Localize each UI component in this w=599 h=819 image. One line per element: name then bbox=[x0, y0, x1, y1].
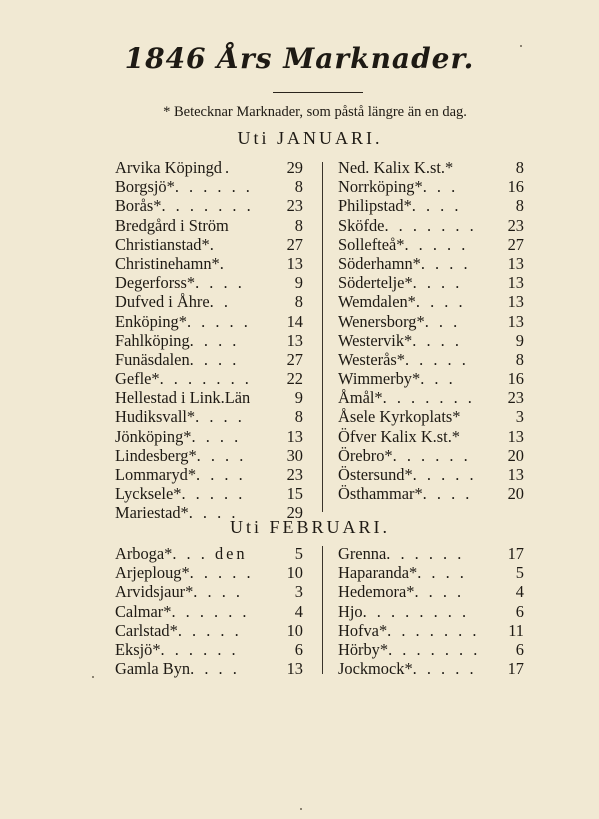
market-name: Sollefteå* bbox=[338, 234, 405, 254]
market-day: 27 bbox=[507, 234, 524, 254]
market-name: Funäsdalen bbox=[115, 349, 190, 369]
leader-dots: . . . . . bbox=[189, 563, 254, 583]
market-entry bbox=[115, 216, 303, 235]
market-name: Carlstad* bbox=[115, 620, 178, 640]
market-entry bbox=[115, 582, 303, 601]
market-entry bbox=[115, 621, 303, 640]
market-day: 6 bbox=[515, 601, 524, 621]
leader-dots: . . . . . . bbox=[160, 639, 239, 659]
market-entry bbox=[115, 602, 303, 621]
market-day: 23 bbox=[507, 388, 524, 408]
market-entry bbox=[115, 407, 303, 426]
market-entry bbox=[338, 312, 524, 331]
market-day: 29 bbox=[286, 158, 303, 177]
leader-dots: . . . . . . bbox=[171, 601, 250, 621]
market-entry bbox=[338, 350, 524, 369]
market-name: Grenna bbox=[338, 544, 387, 563]
market-day: 6 bbox=[294, 639, 303, 659]
market-day: 27 bbox=[286, 234, 303, 254]
leader-dots: . . . . bbox=[189, 349, 240, 369]
market-name: Westervik* bbox=[338, 330, 413, 350]
february-left-column bbox=[115, 544, 303, 678]
market-name: Arboga* bbox=[115, 544, 173, 563]
leader-dots: . . . . . bbox=[404, 349, 469, 369]
market-entry bbox=[115, 563, 303, 582]
paper-speck bbox=[300, 808, 302, 810]
market-day: 16 bbox=[507, 177, 524, 197]
market-name: Fahlköping bbox=[115, 330, 190, 350]
market-day: 20 bbox=[507, 445, 524, 465]
market-day: 8 bbox=[294, 177, 303, 197]
market-name: Lycksele* bbox=[115, 484, 182, 504]
market-name: Örebro* bbox=[338, 445, 393, 465]
market-day: 3 bbox=[515, 407, 524, 427]
market-day: 13 bbox=[507, 465, 524, 484]
market-name: Jockmock* bbox=[338, 659, 413, 679]
market-name: Christianstad* bbox=[115, 234, 210, 254]
market-day: 22 bbox=[286, 369, 303, 389]
leader-dots: . . . . . . . bbox=[384, 215, 477, 235]
market-day: 13 bbox=[507, 253, 524, 273]
market-entry bbox=[115, 177, 303, 196]
market-name: Westerås* bbox=[338, 349, 405, 369]
leader-dots: . . . . . . bbox=[174, 177, 253, 197]
market-name: Borås* bbox=[115, 196, 162, 216]
leader-dots: . . . . . bbox=[412, 659, 477, 679]
leader-dots: . . . . bbox=[195, 273, 245, 293]
leader-dots: . . bbox=[209, 292, 231, 312]
market-entry bbox=[338, 273, 524, 292]
market-name: Bredgård i Ström bbox=[115, 215, 229, 235]
leader-dots: . . . bbox=[424, 311, 461, 331]
market-day: 13 bbox=[507, 426, 524, 446]
leader-dots: . . . . . bbox=[404, 234, 469, 254]
market-day: 8 bbox=[515, 158, 524, 177]
market-day: 13 bbox=[507, 273, 524, 293]
market-name: Hellestad i Link.Län bbox=[115, 388, 251, 408]
market-day: 13 bbox=[507, 292, 524, 312]
market-name: Calmar* bbox=[115, 601, 172, 621]
market-day: 4 bbox=[294, 601, 303, 621]
market-entry bbox=[115, 196, 303, 215]
market-entry bbox=[338, 427, 524, 446]
leader-dots: . . . . . bbox=[181, 484, 246, 504]
leader-dots: . . . . . bbox=[177, 620, 242, 640]
market-entry bbox=[115, 292, 303, 311]
leader-dots: . . . . . . . bbox=[388, 639, 481, 659]
market-name: Arvika Köping bbox=[115, 158, 214, 177]
market-day: 5 bbox=[294, 544, 303, 563]
leader-dots: . . . . . . . bbox=[382, 388, 475, 408]
market-name: Östhammar* bbox=[338, 484, 423, 504]
market-entry bbox=[115, 254, 303, 273]
market-name: Dufved i Åhre bbox=[115, 292, 210, 312]
footnote-legend: * Betecknar Marknader, som påstå längre än en dag. bbox=[163, 104, 467, 120]
market-name: Öfver Kalix K.st.* bbox=[338, 426, 460, 446]
market-name: Arvidsjaur* bbox=[115, 582, 194, 602]
market-day: 5 bbox=[515, 563, 524, 583]
leader-dots: . . . . . . bbox=[386, 544, 465, 563]
market-name: Hörby* bbox=[338, 639, 389, 659]
market-entry bbox=[338, 484, 524, 503]
market-day: 13 bbox=[507, 311, 524, 331]
market-name: Sköfde bbox=[338, 215, 385, 235]
market-entry bbox=[115, 369, 303, 388]
market-day: 13 bbox=[286, 659, 303, 679]
market-entry bbox=[115, 388, 303, 407]
market-entry bbox=[338, 254, 524, 273]
leader-dots bbox=[460, 407, 512, 426]
leader-dots: . . . . . bbox=[412, 465, 477, 484]
market-day: 30 bbox=[286, 445, 303, 465]
market-entry bbox=[115, 350, 303, 369]
market-name: Mariestad* bbox=[115, 503, 189, 523]
market-entry bbox=[115, 331, 303, 350]
market-name: Åmål* bbox=[338, 388, 383, 408]
leader-dots bbox=[460, 427, 505, 446]
market-day: 8 bbox=[515, 349, 524, 369]
market-day: 9 bbox=[294, 273, 303, 293]
market-name: Hedemora* bbox=[338, 582, 415, 602]
market-entry bbox=[338, 640, 524, 659]
market-name: Östersund* bbox=[338, 465, 413, 484]
market-name: Borgsjö* bbox=[115, 177, 175, 197]
market-entry bbox=[338, 602, 524, 621]
market-day: 23 bbox=[286, 465, 303, 484]
leader-dots: . . . bbox=[420, 369, 456, 389]
market-day: 9 bbox=[515, 330, 524, 350]
month-heading-february: Uti FEBRUARI. bbox=[229, 517, 391, 537]
market-entry bbox=[338, 369, 524, 388]
market-entry bbox=[115, 235, 303, 254]
market-day: 10 bbox=[286, 620, 303, 640]
january-left-column bbox=[115, 158, 303, 523]
market-entry bbox=[115, 640, 303, 659]
leader-dots: . . . . bbox=[412, 273, 463, 293]
market-entry bbox=[338, 621, 524, 640]
january-right-column bbox=[338, 158, 524, 503]
market-name: Degerforss* bbox=[115, 273, 196, 293]
market-day: 10 bbox=[286, 563, 303, 583]
leader-dots: . . . . . bbox=[186, 311, 251, 331]
market-entry bbox=[338, 388, 524, 407]
leader-dots: . . . . . . bbox=[392, 445, 471, 465]
leader-dots: . . . . bbox=[415, 292, 466, 312]
market-entry bbox=[338, 582, 524, 601]
leader-dots: . . . . bbox=[191, 426, 242, 446]
leader-dots bbox=[453, 158, 513, 177]
market-entry bbox=[115, 312, 303, 331]
leader-dots: . . . . . . . . bbox=[362, 601, 470, 621]
leader-dots: . bbox=[219, 253, 227, 273]
leader-dots: d. bbox=[213, 158, 233, 177]
title-rule bbox=[273, 92, 363, 93]
leader-dots: . . . . bbox=[189, 330, 240, 350]
leader-dots: . . . . . . . bbox=[159, 369, 252, 389]
market-entry bbox=[338, 544, 524, 563]
market-day: 8 bbox=[294, 215, 303, 235]
page-title: 1846 Års Marknader. bbox=[124, 42, 475, 75]
market-day: 6 bbox=[515, 639, 524, 659]
market-entry bbox=[115, 465, 303, 484]
market-day: 23 bbox=[286, 196, 303, 216]
market-entry bbox=[115, 484, 303, 503]
february-right-column bbox=[338, 544, 524, 678]
market-day: 13 bbox=[286, 330, 303, 350]
leader-dots: . . . . bbox=[412, 330, 462, 350]
market-day: 8 bbox=[515, 196, 524, 216]
market-day: 13 bbox=[286, 426, 303, 446]
leader-dots: . . . den bbox=[172, 544, 248, 563]
leader-dots: . . . . bbox=[190, 659, 240, 679]
market-name: Philipstad* bbox=[338, 196, 412, 216]
market-entry bbox=[338, 158, 524, 177]
market-day: 14 bbox=[286, 311, 303, 331]
market-name: Lindesberg* bbox=[115, 445, 197, 465]
market-name: Haparanda* bbox=[338, 563, 418, 583]
leader-dots: . . . bbox=[422, 177, 459, 197]
market-name: Hudiksvall* bbox=[115, 407, 196, 427]
market-day: 3 bbox=[294, 582, 303, 602]
market-name: Ned. Kalix K.st.* bbox=[338, 158, 454, 177]
market-entry bbox=[115, 158, 303, 177]
market-day: 17 bbox=[507, 659, 524, 679]
paper-speck bbox=[520, 45, 522, 47]
leader-dots bbox=[229, 216, 292, 235]
market-day: 9 bbox=[294, 388, 303, 408]
market-entry bbox=[338, 331, 524, 350]
market-name: Lommaryd* bbox=[115, 465, 197, 484]
leader-dots: . . . . bbox=[196, 465, 246, 484]
market-entry bbox=[338, 177, 524, 196]
leader-dots: . . . . bbox=[193, 582, 243, 602]
market-day: 13 bbox=[286, 253, 303, 273]
leader-dots: . . . . . . . bbox=[387, 620, 480, 640]
market-entry bbox=[338, 446, 524, 465]
market-entry bbox=[338, 292, 524, 311]
market-name: Wenersborg* bbox=[338, 311, 425, 331]
market-name: Wimmerby* bbox=[338, 369, 421, 389]
market-name: Enköping* bbox=[115, 311, 187, 331]
market-day: 4 bbox=[515, 582, 524, 602]
market-entry bbox=[115, 273, 303, 292]
leader-dots: . . . . bbox=[196, 445, 247, 465]
column-divider bbox=[322, 546, 323, 674]
market-name: Södertelje* bbox=[338, 273, 413, 293]
leader-dots: . . . . . . . bbox=[161, 196, 254, 216]
market-name: Jönköping* bbox=[115, 426, 192, 446]
market-name: Hjo bbox=[338, 601, 363, 621]
month-heading-january: Uti JANUARI. bbox=[237, 128, 383, 148]
market-name: Norrköping* bbox=[338, 177, 423, 197]
market-name: Hofva* bbox=[338, 620, 388, 640]
market-name: Söderhamn* bbox=[338, 253, 421, 273]
market-name: Gefle* bbox=[115, 369, 160, 389]
market-day: 23 bbox=[507, 215, 524, 235]
market-name: Arjeploug* bbox=[115, 563, 190, 583]
market-name: Wemdalen* bbox=[338, 292, 416, 312]
market-name: Christinehamn* bbox=[115, 253, 220, 273]
market-day: 27 bbox=[286, 349, 303, 369]
market-entry bbox=[115, 446, 303, 465]
market-name: Åsele Kyrkoplats* bbox=[338, 407, 461, 427]
market-day: 17 bbox=[507, 544, 524, 563]
leader-dots bbox=[250, 388, 292, 407]
market-entry bbox=[338, 563, 524, 582]
market-day: 15 bbox=[286, 484, 303, 504]
market-day: 20 bbox=[507, 484, 524, 504]
market-day: 8 bbox=[294, 292, 303, 312]
market-day: 16 bbox=[507, 369, 524, 389]
paper-speck bbox=[92, 676, 94, 678]
leader-dots: . . . . bbox=[420, 253, 471, 273]
market-day: 8 bbox=[294, 407, 303, 427]
leader-dots: . . . . bbox=[195, 407, 245, 427]
market-entry bbox=[338, 235, 524, 254]
market-entry bbox=[115, 427, 303, 446]
market-entry bbox=[338, 659, 524, 678]
market-name: Gamla Byn bbox=[115, 659, 191, 679]
leader-dots: . . . . bbox=[422, 484, 473, 504]
leader-dots: . . . . bbox=[414, 582, 465, 602]
leader-dots: . bbox=[209, 234, 217, 254]
leader-dots: . . . . bbox=[188, 503, 239, 523]
market-entry bbox=[115, 659, 303, 678]
market-day: 29 bbox=[286, 503, 303, 523]
market-day: 11 bbox=[508, 620, 524, 640]
leader-dots: . . . . bbox=[417, 563, 467, 583]
leader-dots: . . . . bbox=[411, 196, 462, 216]
market-entry bbox=[115, 544, 303, 563]
market-entry bbox=[338, 407, 524, 426]
market-entry bbox=[338, 465, 524, 484]
column-divider bbox=[322, 162, 323, 512]
market-entry bbox=[338, 216, 524, 235]
market-entry bbox=[338, 196, 524, 215]
market-name: Eksjö* bbox=[115, 639, 161, 659]
